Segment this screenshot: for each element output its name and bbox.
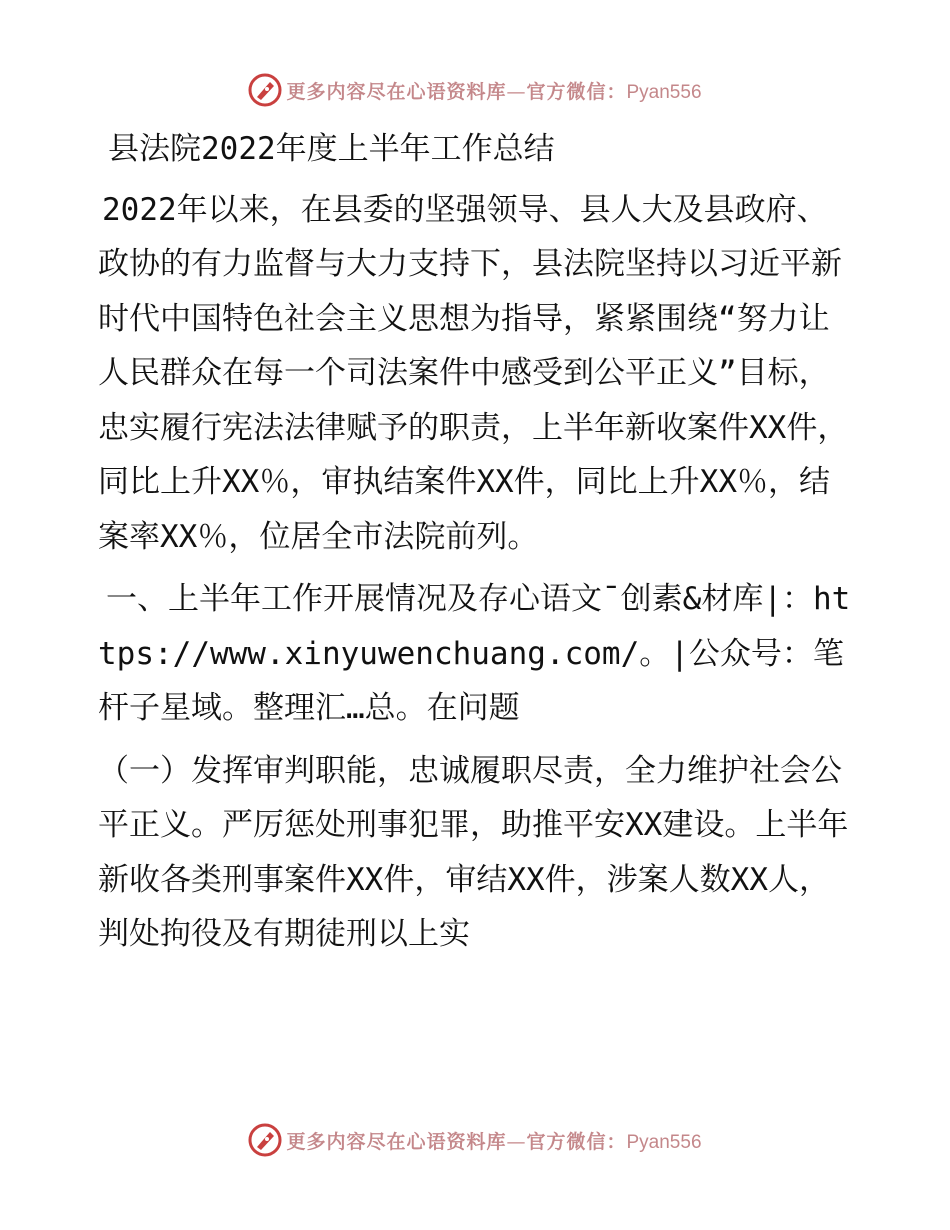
header-watermark	[0, 70, 950, 110]
watermark-wechat-label: 官方微信：	[526, 80, 627, 103]
subsection-paragraph-1: （一）发挥审判职能，忠诚履职尽责，全力维护社会公平正义。严厉惩处刑事犯罪，助推平安XX建设。上半年新收各类刑事案件XX件，审结XX件，涉案人数XX人，判处拘役及有期徒刑以上实	[98, 752, 849, 952]
footer-watermark	[0, 1120, 950, 1160]
section-heading-1: 一、上半年工作开展情况及存心语文¯创素&材库|：https://www.xinyuwenchuang.com/。|公众号：笔杆子星域。整理汇…总。在问题	[98, 581, 851, 726]
watermark-separator: —	[506, 1130, 527, 1153]
watermark-site: 更多内容尽在心语资料库	[286, 80, 507, 103]
watermark-wechat-label: 官方微信：	[526, 1130, 627, 1153]
pen-nib-logo-icon	[248, 73, 282, 107]
watermark-site: 更多内容尽在心语资料库	[286, 1130, 507, 1153]
watermark-text	[286, 77, 701, 104]
document-title: 县法院2022年度上半年工作总结	[108, 131, 555, 167]
pen-nib-logo-icon	[248, 1123, 282, 1157]
watermark-separator: —	[506, 80, 527, 103]
document-body	[98, 122, 858, 970]
watermark-text	[286, 1127, 701, 1154]
watermark-wechat-id: Pyan556	[626, 1131, 702, 1153]
watermark-wechat-id: Pyan556	[626, 81, 702, 103]
intro-paragraph: 2022年以来，在县委的坚强领导、县人大及县政府、政协的有力监督与大力支持下，县法院坚持以习近平新时代中国特色社会主义思想为指导，紧紧围绕“努力让人民群众在每一个司法案件中感受到公平正义”目标，忠实履行宪法法律赋予的职责，上半年新收案件XX件，同比上升XX％，审执结案件XX件，同比上升XX％，结案率XX％，位居全市法院前列。	[98, 191, 849, 555]
